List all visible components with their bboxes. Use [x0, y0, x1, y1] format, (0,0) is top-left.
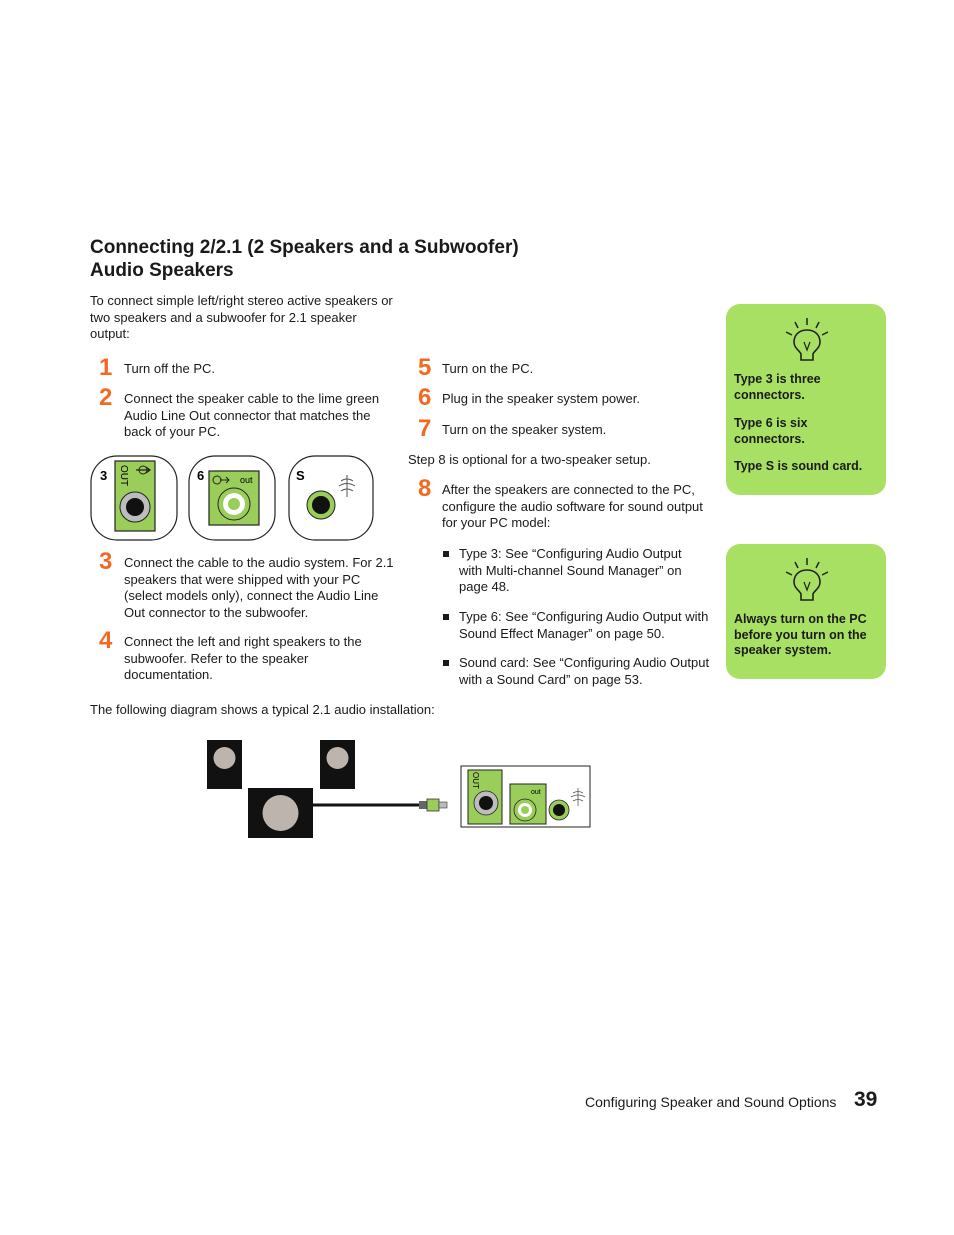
- tip-text-type-6: Type 6 is six connectors.: [734, 416, 808, 446]
- bullet-item-sound-card: Sound card: See “Configuring Audio Output with a Sound Card” on page 53.: [459, 655, 711, 688]
- step-text-1: Turn off the PC.: [124, 361, 216, 376]
- connector-label-s: S: [296, 468, 305, 483]
- intro-paragraph: To connect simple left/right stereo active speakers or two speakers and a subwoofer for 2.1 speaker output:: [90, 293, 393, 341]
- tip-box-connector-types: [726, 304, 886, 495]
- installation-diagram: [205, 738, 595, 842]
- lightbulb-icon: [784, 316, 830, 366]
- step-text-3: Connect the cable to the audio system. For 2.1 speakers that were shipped with your PC (select models only), connect the Audio Line Out connector to the subwoofer.: [124, 555, 394, 620]
- pc-back-panel: [461, 766, 590, 827]
- out-vertical-label: OUT: [118, 465, 129, 487]
- title-line-2: Audio Speakers: [90, 260, 234, 281]
- tip-text-power-order: Always turn on the PC before you turn on the speaker system.: [734, 612, 867, 657]
- step-text-5: Turn on the PC.: [442, 361, 534, 376]
- step-number-8: 8: [418, 475, 432, 502]
- title-line-1: Connecting 2/2.1 (2 Speakers and a Subwoofer): [90, 237, 519, 258]
- connector-types-illustration: [90, 453, 376, 545]
- step-text-7: Turn on the speaker system.: [442, 422, 607, 437]
- connector-type-s: [289, 456, 373, 540]
- right-speaker: [320, 740, 355, 789]
- step-number-1: 1: [99, 354, 113, 381]
- out-label: out: [240, 475, 253, 485]
- bullet-square: [443, 551, 449, 557]
- step-text-2: Connect the speaker cable to the lime green Audio Line Out connector that matches the back of your PC.: [124, 391, 380, 439]
- optional-note: Step 8 is optional for a two-speaker setup.: [408, 452, 651, 467]
- page-number: 39: [854, 1088, 878, 1111]
- lightbulb-icon: [784, 556, 830, 606]
- out-label: out: [531, 789, 541, 796]
- step-number-3: 3: [99, 548, 113, 575]
- footer-section-title: Configuring Speaker and Sound Options: [585, 1094, 837, 1110]
- connector-type-3: [91, 456, 177, 540]
- subwoofer: [248, 788, 313, 838]
- step-number-6: 6: [418, 384, 432, 411]
- step-text-4: Connect the left and right speakers to the subwoofer. Refer to the speaker documentation.: [124, 634, 362, 682]
- step-text-6: Plug in the speaker system power.: [442, 391, 640, 406]
- out-vertical-label: OUT: [471, 772, 480, 789]
- bullet-item-type3: Type 3: See “Configuring Audio Output with Multi-channel Sound Manager” on page 48.: [459, 546, 704, 596]
- bullet-square: [443, 614, 449, 620]
- connector-type-6: [189, 456, 275, 540]
- step-number-4: 4: [99, 627, 113, 654]
- step-number-7: 7: [418, 415, 432, 442]
- left-speaker: [207, 740, 242, 789]
- step-number-2: 2: [99, 384, 113, 411]
- connector-label-3: 3: [100, 468, 108, 483]
- bullet-square: [443, 660, 449, 666]
- page-title: [90, 236, 650, 282]
- speaker-cable: [313, 799, 447, 811]
- step-text-8: After the speakers are connected to the PC, configure the audio software for sound output for your PC model:: [442, 482, 703, 530]
- tip-text-type-s: Type S is sound card.: [734, 459, 863, 473]
- step-number-5: 5: [418, 354, 432, 381]
- tip-box-power-order: [726, 544, 886, 679]
- diagram-caption: The following diagram shows a typical 2.1 audio installation:: [90, 702, 435, 717]
- bullet-item-type6: Type 6: See “Configuring Audio Output with Sound Effect Manager” on page 50.: [459, 609, 711, 642]
- tip-text-type-3: Type 3 is three connectors.: [734, 372, 821, 402]
- connector-label-6: 6: [197, 468, 205, 483]
